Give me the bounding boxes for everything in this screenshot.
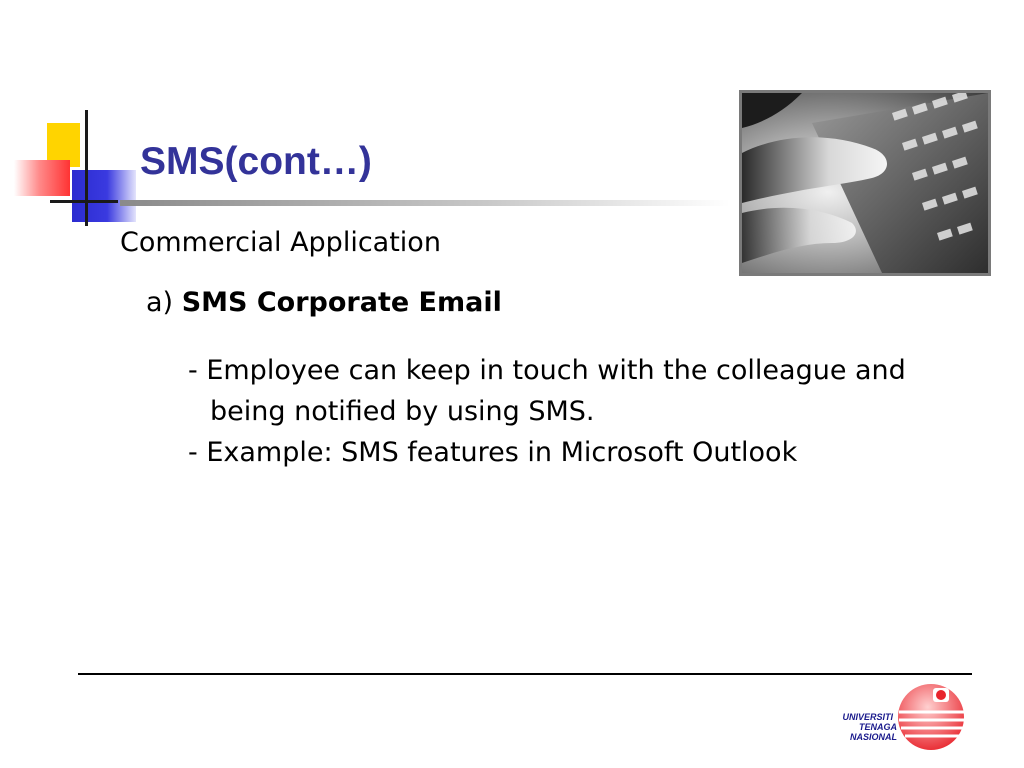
keyboard-hands-photo [739,90,991,276]
title-underline [120,200,730,206]
logo-line-nasional: NASIONAL [850,732,897,742]
list-item-a [146,287,502,319]
footer-divider [78,673,972,675]
bullet-line: - Example: SMS features in Microsoft Outlook [188,437,798,468]
bullet-line-continuation: being notified by using SMS. [210,396,595,427]
keyboard-photo-icon [742,93,988,273]
accent-vertical-line [85,110,88,226]
university-logo [815,680,975,756]
accent-square-blue [72,170,136,222]
bullet-line: - Employee can keep in touch with the colleague and [188,355,906,386]
list-item-label: SMS Corporate Email [181,287,502,318]
logo-line-tenaga: TENAGA [859,722,897,732]
section-heading: Commercial Application [120,227,441,258]
logo-line-universiti: UNIVERSITI [842,712,893,722]
list-item-marker: a) [146,287,174,318]
accent-horizontal-line [50,200,118,203]
uniten-logo-icon [815,680,975,756]
accent-square-red [14,160,70,196]
slide-title: SMS(cont…) [140,140,372,183]
